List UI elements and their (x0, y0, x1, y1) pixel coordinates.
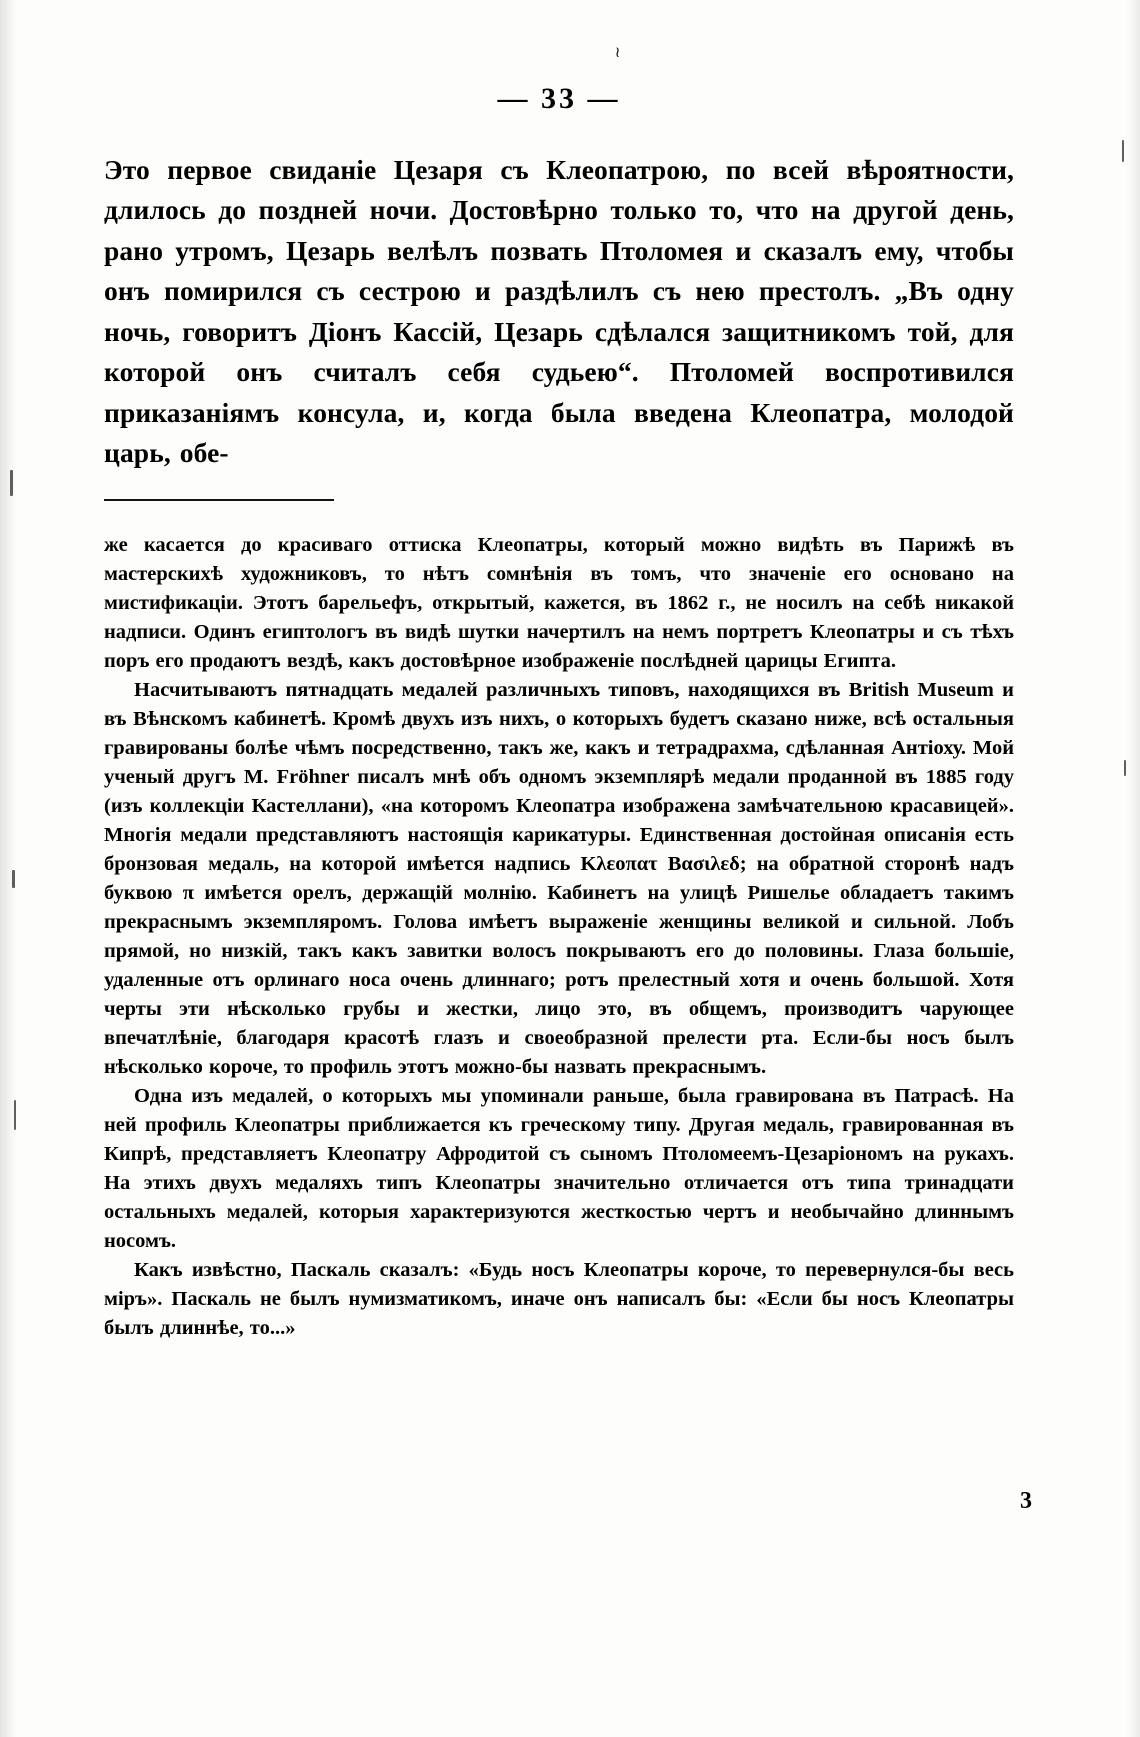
scan-speck (1122, 140, 1124, 162)
signature-mark: 3 (1020, 1488, 1032, 1514)
scan-speck (10, 470, 13, 496)
footnote-paragraph: Одна изъ медалей, о которыхъ мы упоминали раньше, была гравирована въ Патрасѣ. На ней профиль Клеопатры приближается къ греческому типу. Другая медаль, гравированная въ Кипрѣ, представляетъ Клеопатру Афродитой съ сыномъ Птоломеемъ-Цезаріономъ на рукахъ. На этихъ двухъ медаляхъ типъ Клеопатры значительно отличается отъ типа тринадцати остальныхъ медалей, которыя характеризуются жесткостью чертъ и необычайно длиннымъ носомъ. (104, 1085, 1014, 1253)
scan-speck (12, 870, 15, 888)
page-number-header: — 33 — (497, 82, 621, 115)
page-content (104, 46, 1014, 1343)
top-margin-mark: ≀ (614, 45, 622, 61)
footnote-separator (104, 499, 1014, 509)
footnote-paragraph: Насчитываютъ пятнадцать медалей различныхъ типовъ, находящихся въ British Museum и въ Вѣнскомъ кабинетѣ. Кромѣ двухъ изъ нихъ, о которыхъ будетъ сказано ниже, всѣ остальныя гравированы болѣе чѣмъ посредственно, такъ же, какъ и тетрадрахма, сдѣланная Антіоху. Мой ученый другъ М. Fröhner писалъ мнѣ объ одномъ экземплярѣ медали проданной въ 1885 году (изъ коллекціи Кастеллани), «на которомъ Клеопатра изображена замѣчательною красавицей». Многія медали представляютъ настоящія карикатуры. Единственная достойная описанія есть бронзовая медаль, на которой имѣется надпись Κλεοπατ Βασιλεδ; на обратной сторонѣ надъ буквою π имѣется орелъ, держащій молнію. Кабинетъ на улицѣ Ришелье обладаетъ такимъ прекраснымъ экземпляромъ. Голова имѣетъ выраженіе женщины великой и сильной. Лобъ прямой, но низкій, такъ какъ завитки волосъ покрываютъ его до половины. Глаза большіе, удаленные отъ орлинаго носа очень длиннаго; ротъ прелестный хотя и очень большой. Хотя черты эти нѣсколько грубы и жестки, лицо это, въ общемъ, производитъ чарующее впечатлѣніе, благодаря красотѣ глазъ и своеобразной прелести рта. Если-бы носъ былъ нѣсколько короче, то профиль этотъ можно-бы назвать прекраснымъ. (104, 679, 1014, 1079)
page-edge-shadow-left (0, 0, 16, 1737)
main-paragraph: Это первое свиданіе Цезаря съ Клеопатрою, по всей вѣроятности, длилось до поздней ночи. Достовѣрно только то, что на другой день, рано утромъ, Цезарь велѣлъ позвать Птоломея и сказалъ ему, чтобы онъ помирился съ сестрою и раздѣлилъ съ нею престолъ. „Въ одну ночь, говоритъ Діонъ Кассій, Цезарь сдѣлался защитникомъ той, для которой онъ считалъ себя судьею“. Птоломей воспротивился приказаніямъ консула, и, когда была введена Клеопатра, молодой царь, обе- (104, 154, 1014, 468)
scan-speck (1124, 760, 1126, 776)
scan-speck (14, 1100, 16, 1130)
page-edge-shadow-right (1126, 0, 1140, 1737)
footnote-paragraph: же касается до красиваго оттиска Клеопатры, который можно видѣть въ Парижѣ въ мастерскихѣ художниковъ, то нѣтъ сомнѣнія въ томъ, что значеніе его основано на мистификаціи. Этотъ барельефъ, открытый, кажется, въ 1862 г., не носилъ на себѣ никакой надписи. Одинъ египтологъ въ видѣ шутки начертилъ на немъ портретъ Клеопатры и съ тѣхъ поръ его продаютъ вездѣ, какъ достовѣрное изображеніе послѣдней царицы Египта. (104, 534, 1014, 673)
footnote-block (104, 531, 1014, 1343)
footnote-paragraph: Какъ извѣстно, Паскаль сказалъ: «Будь носъ Клеопатры короче, то перевернулся-бы весь міръ». Паскаль не былъ нумизматикомъ, иначе онъ написалъ бы: «Если бы носъ Клеопатры былъ длиннѣе, то...» (104, 1259, 1014, 1340)
